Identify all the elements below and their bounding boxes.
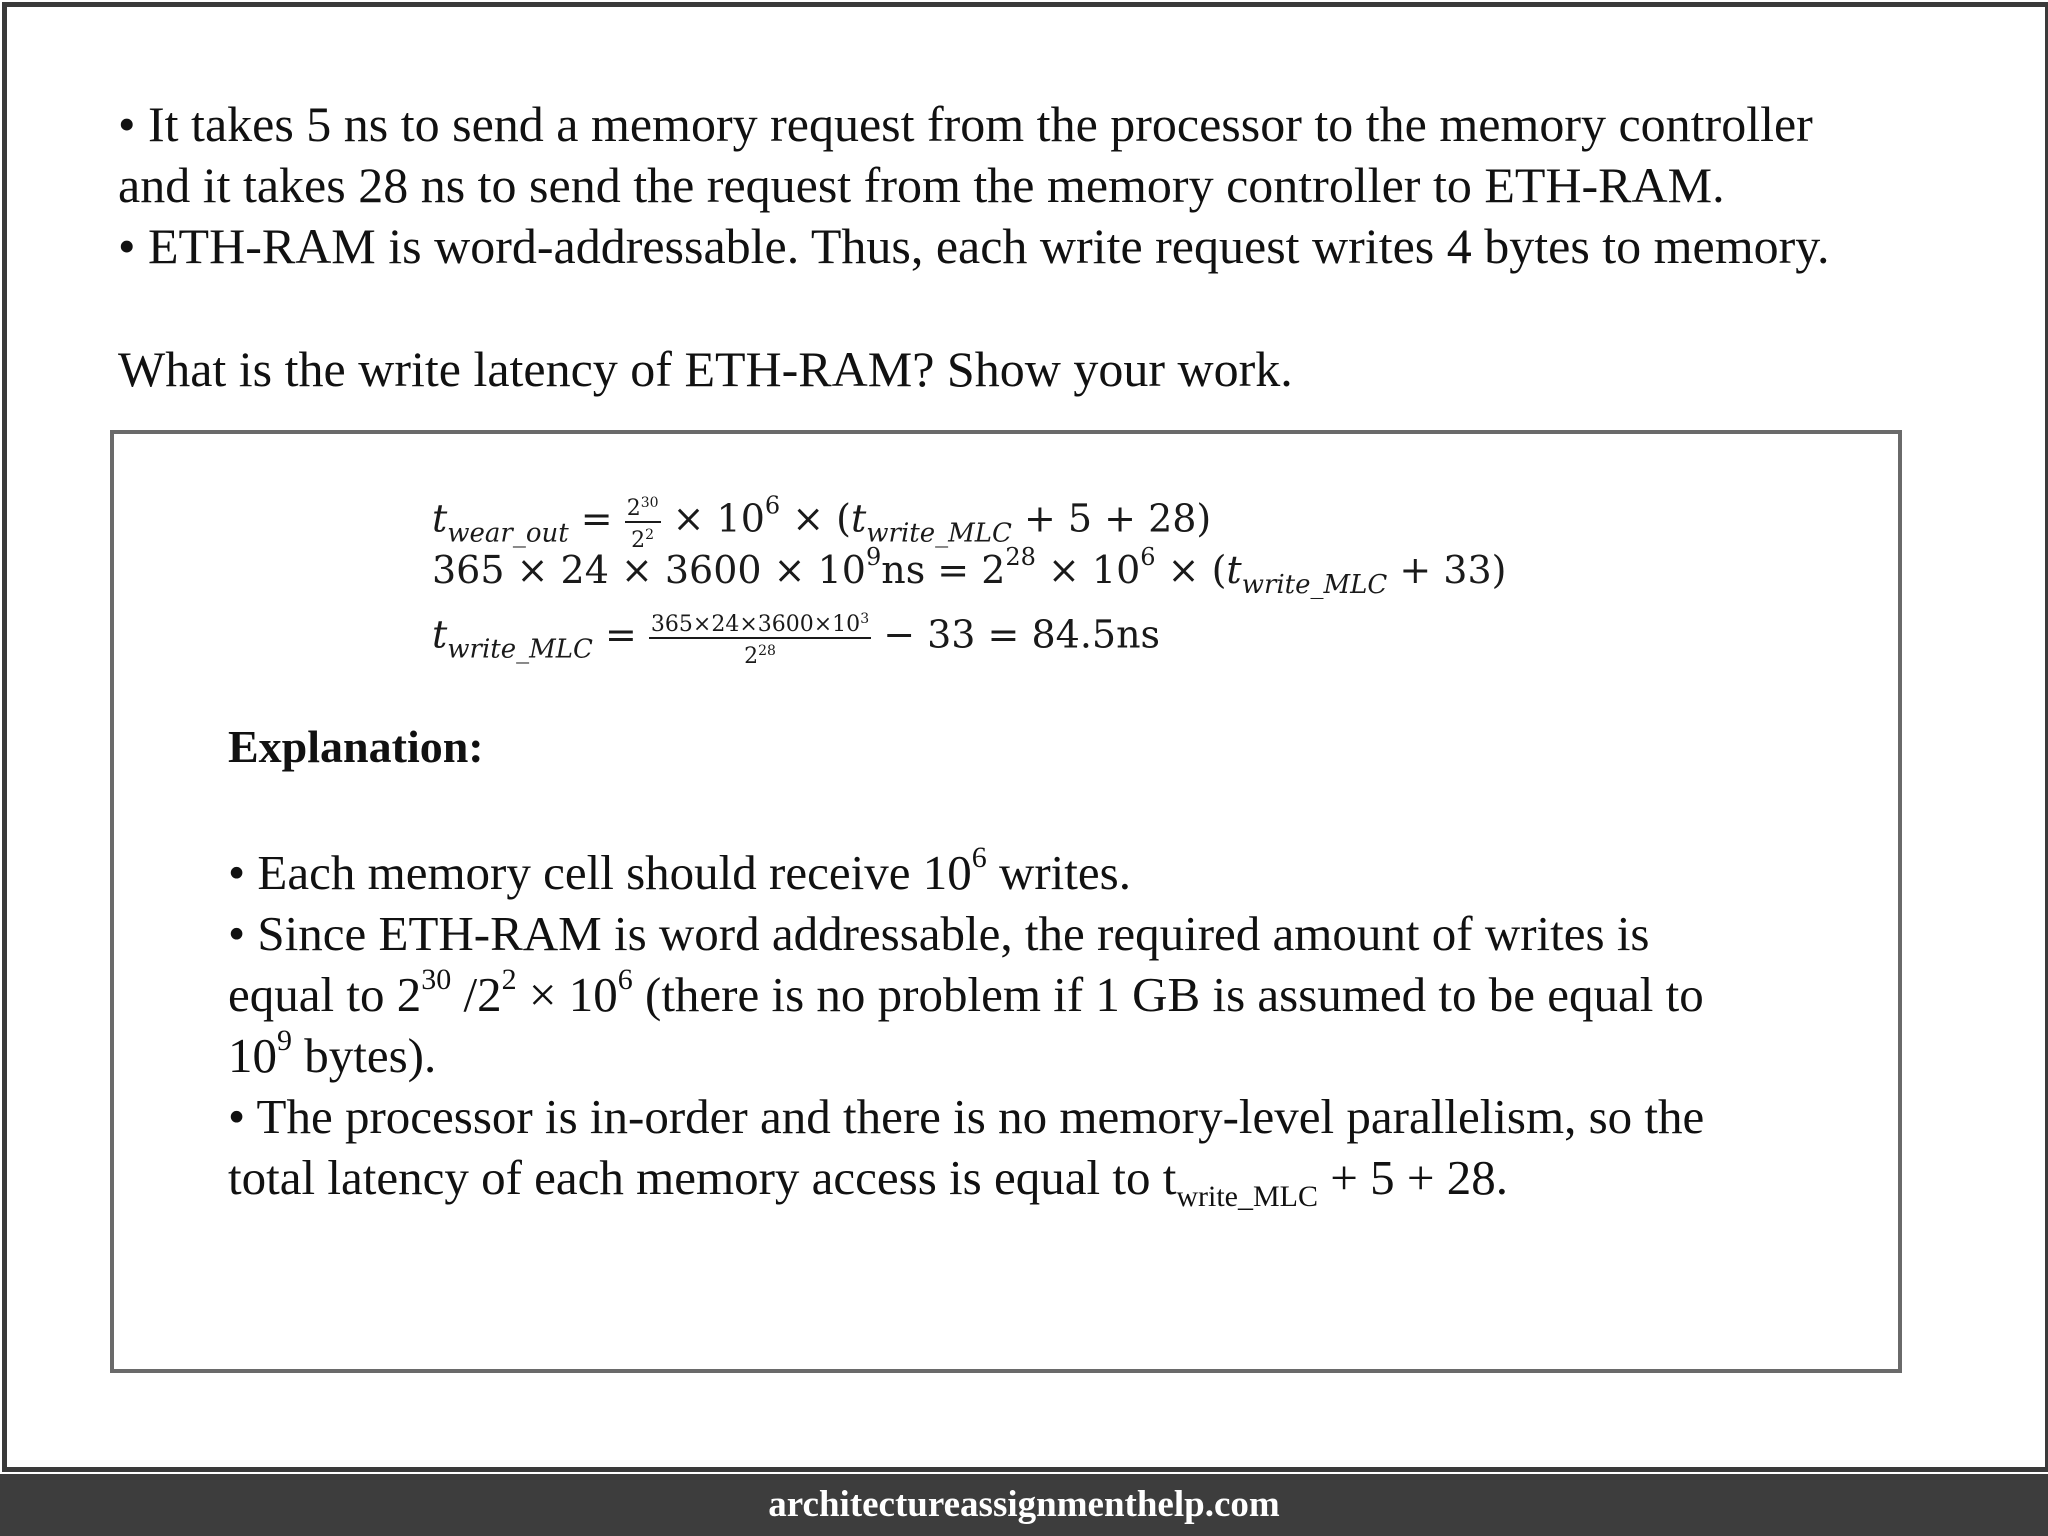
explanation-line: total latency of each memory access is equal to $t_{write\_MLC} + 5 + 28$. [228, 1150, 1509, 1213]
question-text: What is the write latency of ETH-RAM? Show your work. [118, 341, 1293, 397]
statement-line: and it takes 28 ns to send the request from the memory controller to ETH-RAM. [118, 157, 1725, 213]
explanation-heading: Explanation: [228, 721, 484, 772]
problem-statement [118, 94, 1968, 277]
explanation-line: • The processor is in-order and there is no memory-level parallelism, so the [228, 1089, 1705, 1144]
explanation-line: • Since ETH-RAM is word addressable, the required amount of writes is [228, 906, 1650, 961]
explanation-line: • Each memory cell should receive $10^6$ writes. [228, 841, 1131, 900]
explanation-line: equal to $2^{30}$ $/2^2 \times 10^6$ (there is no problem if 1 GB is assumed to be equal to [228, 963, 1704, 1022]
statement-line: • ETH-RAM is word-addressable. Thus, each write request writes 4 bytes to memory. [118, 218, 1830, 274]
explanation-body [228, 841, 1868, 1213]
equation-seconds: $365 \times 24 \times 3600 \times 10^9ns = 2^{28} \times 10^6 \times (t_{write\_MLC} + 33)$ [432, 543, 1507, 600]
equation-wear-out: $t_{wear\_out}$ = $\frac{2^{30}}{2^2}$ × $10^6 \times (t_{write\_MLC} + 5 + 28)$ [432, 491, 1212, 553]
answer-box [110, 430, 1902, 1373]
fraction: $\frac{365\times 24\times 3600\times 10^3}{2^{28}}$ [649, 607, 871, 669]
equation-result: $t_{write\_MLC}$ = $\frac{365\times 24\times 3600\times 10^3}{2^{28}}$ − 33 = 84.5ns [432, 607, 1160, 669]
statement-line: • It takes 5 ns to send a memory request from the processor to the memory controller [118, 96, 1813, 152]
explanation-line: $10^9$ bytes). [228, 1024, 437, 1083]
footer-site-link[interactable]: architectureassignmenthelp.com [0, 1474, 2048, 1536]
fraction: $\frac{2^{30}}{2^2}$ [625, 491, 661, 553]
